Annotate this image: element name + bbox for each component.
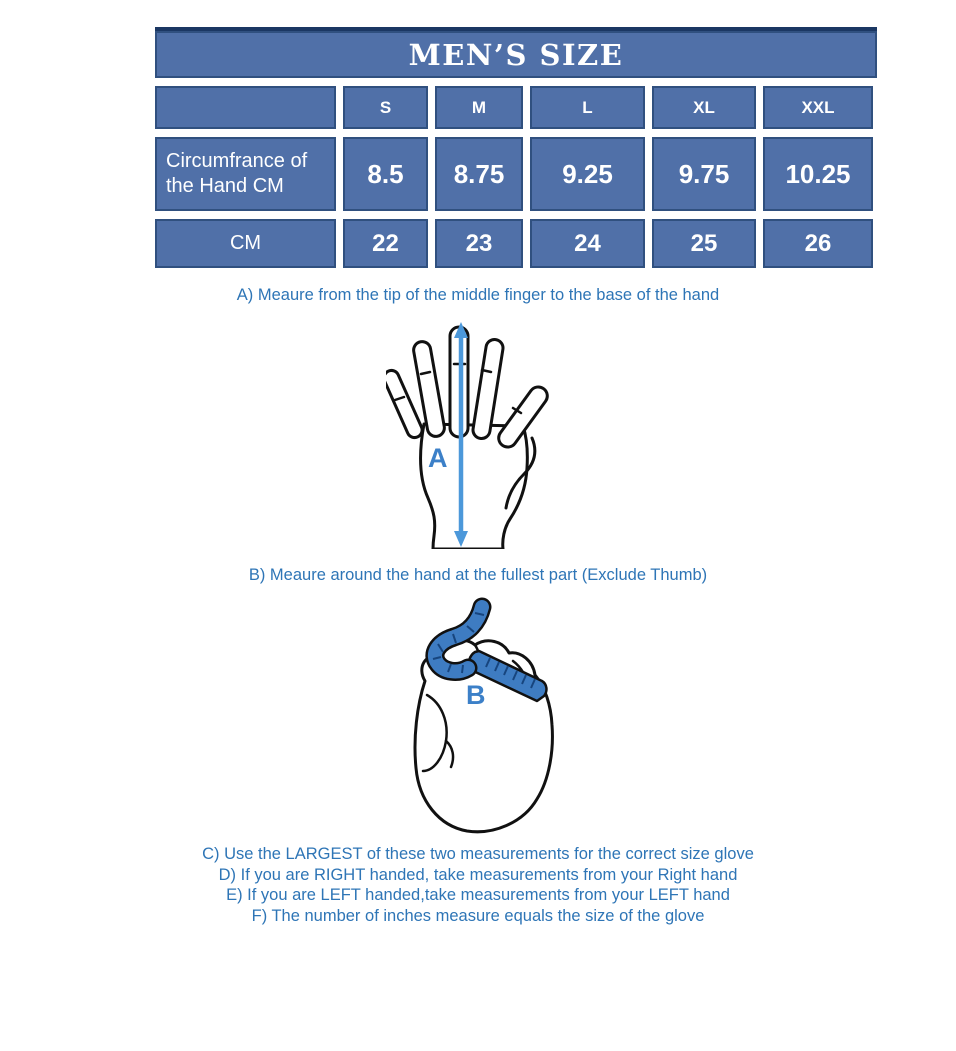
table-cell: 10.25 — [763, 137, 873, 211]
notes-c-to-f — [0, 844, 956, 926]
note-c: C) Use the LARGEST of these two measurements for the correct size glove — [202, 845, 754, 863]
table-cell: 8.5 — [343, 137, 428, 211]
figure-b-label: B — [466, 680, 486, 710]
size-header-cell: XXL — [763, 86, 873, 129]
fist-illustration — [396, 597, 556, 837]
figure-a-label: A — [428, 443, 448, 473]
table-cell: 23 — [435, 219, 523, 268]
table-cell: 26 — [763, 219, 873, 268]
note-b: B) Meaure around the hand at the fullest part (Exclude Thumb) — [248, 566, 708, 584]
table-cell: 9.75 — [652, 137, 756, 211]
note-d: D) If you are RIGHT handed, take measurements from your Right hand — [218, 865, 738, 884]
size-header-cell: S — [343, 86, 428, 129]
table-title: MEN’S SIZE — [155, 31, 877, 78]
size-header-cell: XL — [652, 86, 756, 129]
note-e: E) If you are LEFT handed,take measurements from your LEFT hand — [226, 886, 730, 904]
row-label: CM — [155, 219, 336, 268]
open-hand-illustration — [386, 316, 558, 549]
row-label: Circumfrance of the Hand CM — [155, 137, 336, 211]
table-cell: 8.75 — [435, 137, 523, 211]
table-cell: 25 — [652, 219, 756, 268]
table-cell: 22 — [343, 219, 428, 268]
blank-header-cell — [155, 86, 336, 129]
note-a: A) Meaure from the tip of the middle finger to the base of the hand — [236, 286, 720, 304]
size-header-cell: L — [530, 86, 645, 129]
note-f: F) The number of inches measure equals the size of the glove — [251, 906, 705, 925]
table-cell: 24 — [530, 219, 645, 268]
table-title-row — [155, 31, 877, 78]
size-header-cell: M — [435, 86, 523, 129]
table-row-circumference — [155, 137, 877, 211]
table-cell: 9.25 — [530, 137, 645, 211]
mens-size-table — [155, 27, 877, 268]
table-row-cm — [155, 219, 877, 268]
size-header-row — [155, 86, 877, 129]
hand-outline — [386, 327, 551, 549]
